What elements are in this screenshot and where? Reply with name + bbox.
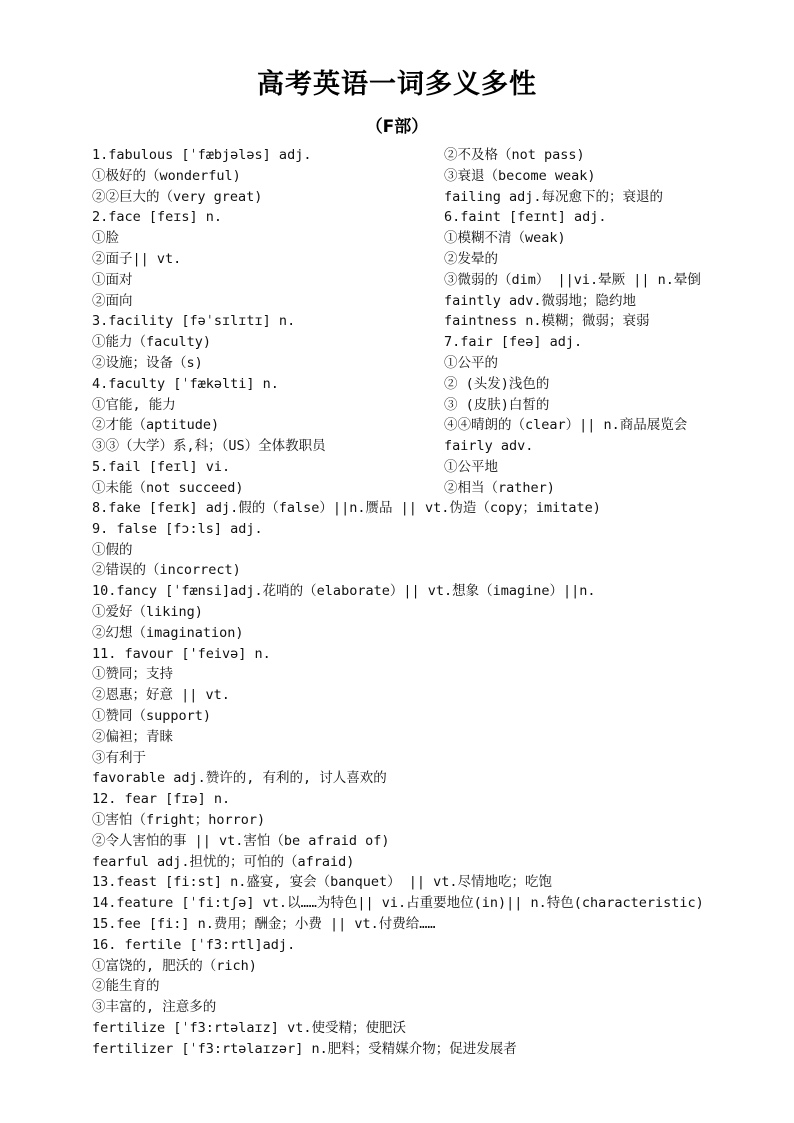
entry-line: favorable adj.赞许的, 有利的, 讨人喜欢的 (92, 770, 387, 787)
entry-line: ③有利于 (92, 749, 146, 766)
entry-line: ①官能, 能力 (92, 396, 176, 413)
entry-line: 14.feature [ˈfi:tʃə] vt.以……为特色|| vi.占重要地位(in)|| n.特色(characteristic) (92, 895, 704, 912)
entry-line: ②令人害怕的事 || vt.害怕（be afraid of) (92, 832, 390, 849)
entry-line: fertilizer [ˈf3:rtəlaɪzər] n.肥料；受精媒介物；促进发展者 (92, 1040, 517, 1057)
entry-line: ③ (皮肤)白皙的 (444, 396, 550, 413)
entry-line: ②相当（rather) (444, 479, 555, 496)
entry-line: 16. fertile [ˈf3:rtl]adj. (92, 936, 296, 953)
entry-line: ①害怕（fright；horror) (92, 811, 266, 828)
entry-line: ①极好的（wonderful) (92, 167, 241, 184)
entry-line: 9. false [fɔ:ls] adj. (92, 520, 263, 537)
entry-line: ①假的 (92, 541, 133, 558)
entry-line: ③微弱的（dim） ||vi.晕厥 || n.晕倒 (444, 271, 701, 288)
full-width-entries (92, 498, 772, 1060)
entry-line: 10.fancy [ˈfænsi]adj.花哨的（elaborate）|| vt.想象（imagine）||n. (92, 583, 596, 600)
entry-line: 4.faculty [ˈfækəlti] n. (92, 375, 279, 392)
entry-line: ①面对 (92, 271, 133, 288)
entry-line: 7.fair [feə] adj. (444, 334, 583, 351)
entry-line: faintly adv.微弱地；隐约地 (444, 292, 637, 309)
entry-line: fearful adj.担忧的；可怕的（afraid) (92, 853, 355, 870)
entry-line: faintness n.模糊；微弱；衰弱 (444, 313, 650, 330)
entry-line: ①模糊不清（weak) (444, 230, 566, 247)
entry-line: ②设施；设备（s) (92, 354, 203, 371)
entry-line: 15.fee [fi:] n.费用；酬金；小费 || vt.付费给…… (92, 915, 436, 932)
entry-line: 5.fail [feɪl] vi. (92, 458, 231, 475)
entry-line: ②不及格（not pass) (444, 147, 585, 163)
entry-line: ②恩惠；好意 || vt. (92, 687, 230, 704)
entry-line: 1.fabulous [ˈfæbjələs] adj. (92, 147, 312, 163)
entry-line: ④④晴朗的（clear）|| n.商品展览会 (444, 417, 688, 434)
entry-line: ①赞同；支持 (92, 666, 173, 683)
entry-line: ②错误的（incorrect) (92, 562, 241, 579)
entry-line: ②幻想（imagination) (92, 624, 244, 641)
entry-line: 3.facility [fəˈsɪlɪtɪ] n. (92, 313, 296, 330)
right-column (444, 145, 784, 499)
entry-line: ①富饶的, 肥沃的（rich) (92, 957, 257, 974)
entry-line: ②能生育的 (92, 978, 160, 995)
entry-line: 12. fear [fɪə] n. (92, 791, 231, 808)
entry-line: fertilize [ˈf3:rtəlaɪz] vt.使受精；使肥沃 (92, 1019, 406, 1036)
entry-line: 11. favour ['feivə] n. (92, 645, 271, 662)
entry-line: ③丰富的, 注意多的 (92, 999, 217, 1016)
entry-line: ③衰退（become weak) (444, 167, 596, 184)
entry-line: ①未能（not succeed) (92, 479, 244, 496)
entry-line: ②才能（aptitude) (92, 417, 220, 434)
entry-line: ②面向 (92, 292, 133, 309)
entry-line: ②发晕的 (444, 250, 498, 267)
entry-line: ①能力（faculty) (92, 334, 212, 351)
entry-line: ②偏袒；青睐 (92, 728, 173, 745)
entry-line: 6.faint [feɪnt] adj. (444, 209, 607, 226)
entry-line: ①公平的 (444, 354, 498, 371)
entry-line: ①赞同（support) (92, 707, 212, 724)
entry-line: fairly adv. (444, 438, 534, 455)
entry-line: ②②巨大的（very great) (92, 188, 263, 205)
entry-line: 2.face [feɪs] n. (92, 209, 223, 226)
page-title: 高考英语一词多义多性 (257, 69, 537, 100)
entry-line: ③③（大学）系,科；（US）全体教职员 (92, 438, 326, 455)
section-subtitle: （F部） (365, 117, 429, 137)
entry-line: ①爱好（liking) (92, 603, 203, 620)
entry-line: 8.fake [feɪk] adj.假的（false）||n.赝品 || vt.伪造（copy；imitate) (92, 500, 601, 516)
entry-line: failing adj.每况愈下的；衰退的 (444, 188, 664, 205)
entry-line: ①公平地 (444, 458, 498, 475)
left-column (92, 145, 432, 499)
entry-line: ②面子|| vt. (92, 250, 182, 267)
entry-line: 13.feast [fi:st] n.盛宴, 宴会（banquet） || vt.尽情地吃；吃饱 (92, 874, 552, 891)
entry-line: ② (头发)浅色的 (444, 375, 550, 392)
entry-line: ①脸 (92, 230, 119, 247)
